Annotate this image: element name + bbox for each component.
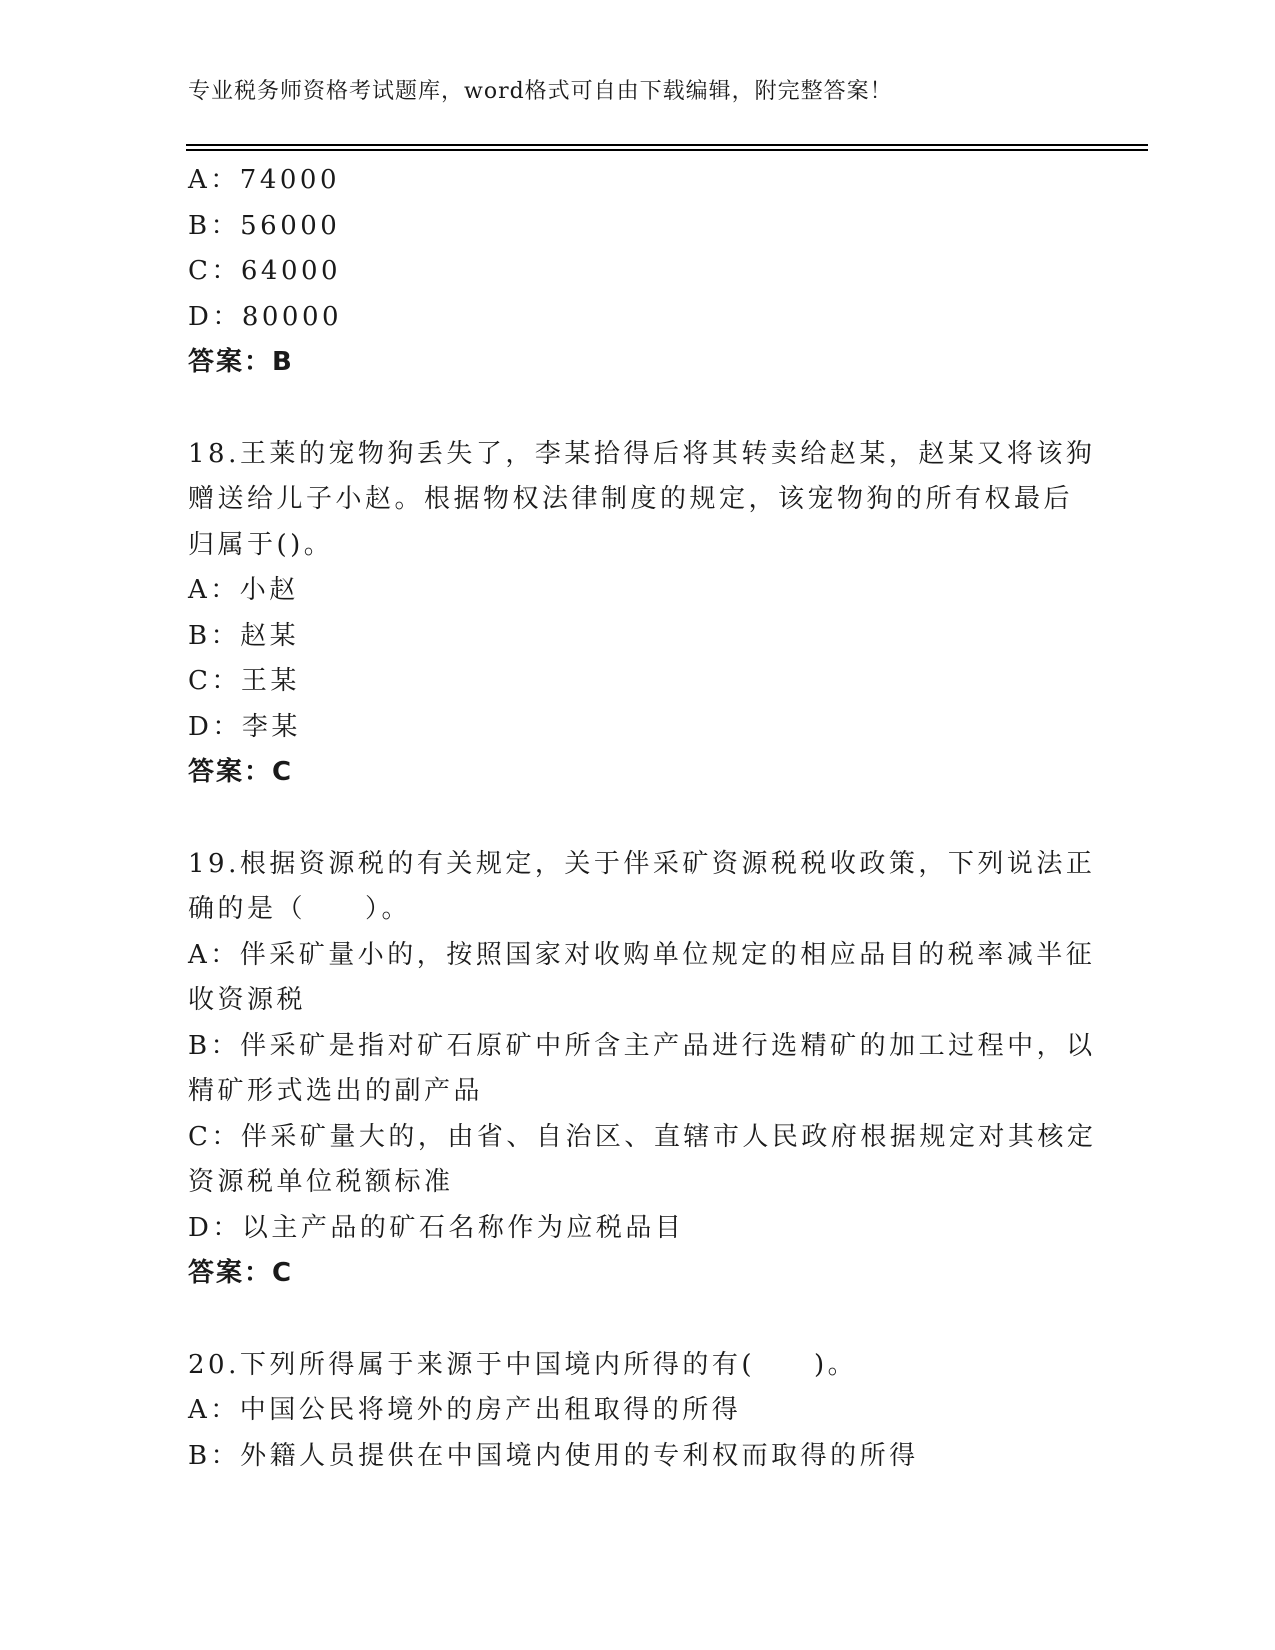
option-c-continued: 资源税单位税额标准: [188, 1167, 454, 1197]
option-b: B：赵某: [188, 620, 300, 651]
option-c: C：64000: [188, 256, 342, 286]
divider-space: [188, 1297, 1068, 1343]
answer-18: 答案：C: [188, 757, 294, 787]
question-20: [188, 1343, 1068, 1480]
question-17-options: [188, 158, 1068, 340]
question-19: [188, 842, 1097, 1297]
option-a: A：74000: [188, 165, 340, 195]
option-d: D：80000: [188, 301, 343, 332]
question-content: [188, 158, 1097, 1479]
question-stem-line: 20.下列所得属于来源于中国境内所得的有( )。: [188, 1349, 858, 1380]
answer-19: 答案：C: [188, 1258, 294, 1288]
option-d: D：以主产品的矿石名称作为应税品目: [188, 1212, 685, 1243]
option-a: A：伴采矿量小的，按照国家对收购单位规定的相应品目的税率减半征: [188, 939, 1096, 970]
question-stem-line: 归属于()。: [188, 529, 334, 560]
option-b: B：伴采矿是指对矿石原矿中所含主产品进行选精矿的加工过程中，以: [188, 1030, 1096, 1061]
option-c: C：王某: [188, 666, 300, 696]
option-a-continued: 收资源税: [188, 985, 307, 1015]
question-stem-line: 确的是（ ）。: [188, 894, 412, 924]
option-a: A：小赵: [188, 575, 299, 605]
option-b: B：外籍人员提供在中国境内使用的专利权而取得的所得: [188, 1440, 919, 1471]
question-18: [188, 432, 1096, 796]
page-header: 专业税务师资格考试题库，word格式可自由下载编辑，附完整答案！: [188, 79, 893, 104]
header-rule: [186, 144, 1148, 151]
option-b-continued: 精矿形式选出的副产品: [188, 1076, 484, 1106]
option-d: D：李某: [188, 711, 301, 742]
question-stem-line: 18.王莱的宠物狗丢失了，李某拾得后将其转卖给赵某，赵某又将该狗: [188, 438, 1096, 469]
divider-space: [188, 386, 1068, 432]
option-a: A：中国公民将境外的房产出租取得的所得: [188, 1395, 742, 1425]
answer-17: 答案：B: [188, 347, 294, 377]
option-c: C：伴采矿量大的，由省、自治区、直辖市人民政府根据规定对其核定: [188, 1121, 1097, 1152]
question-stem-line: 赠送给儿子小赵。根据物权法律制度的规定，该宠物狗的所有权最后: [188, 484, 1074, 514]
option-b: B：56000: [188, 210, 341, 241]
question-stem-line: 19.根据资源税的有关规定，关于伴采矿资源税税收政策，下列说法正: [188, 848, 1096, 879]
divider-space: [188, 796, 1068, 842]
